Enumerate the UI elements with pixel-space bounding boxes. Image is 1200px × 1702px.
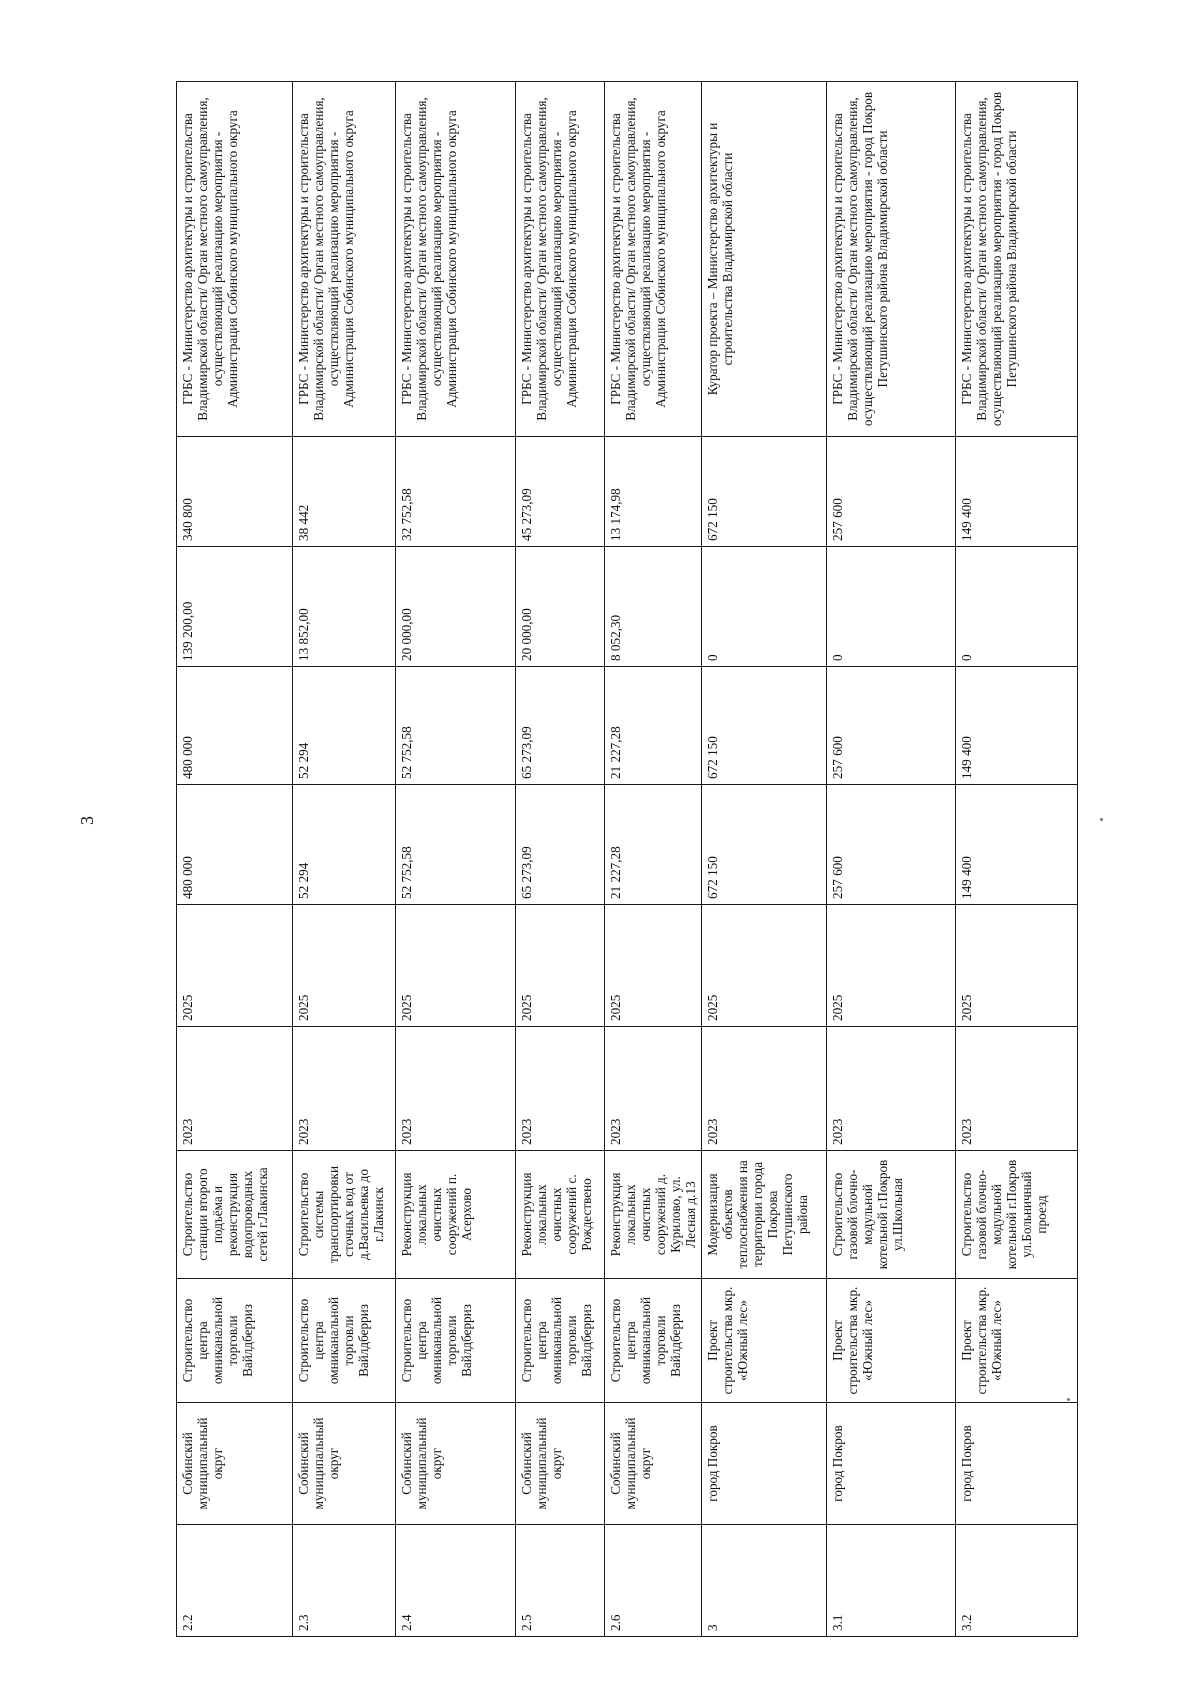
amount-total-2-cell: 21 227,28 (605, 667, 702, 785)
table-row (956, 82, 1078, 1637)
end-year-cell: 2025 (827, 905, 956, 1027)
responsible-cell: ГРБС - Министерство архитектуры и строительства Владимирской области/ Орган местного самоуправления, осуществляющий реализацию мероприятия - город Покров Петушинского района Владимирской области (956, 82, 1078, 437)
amount-part-1-cell: 0 (827, 547, 956, 667)
table-row (702, 82, 827, 1637)
event-cell: Модернизация объектов теплоснабжения на территории города Покрова Петушинского района (702, 1151, 827, 1279)
amount-part-2-cell: 13 174,98 (605, 437, 702, 547)
territory-cell: город Покров (956, 1403, 1078, 1525)
table-row (827, 82, 956, 1637)
responsible-cell: ГРБС - Министерство архитектуры и строительства Владимирской области/ Орган местного самоуправления, осуществляющий реализацию мероприятия - Администрация Собинского муниципального округа (177, 82, 293, 437)
amount-part-1-cell: 20 000,00 (396, 547, 516, 667)
amount-part-1-cell: 0 (956, 547, 1078, 667)
project-cell: Строительство центра омниканальной торговли Вайлдберриз (516, 1279, 605, 1403)
amount-total-2-cell: 52 294 (293, 667, 396, 785)
projects-table (176, 81, 1078, 1637)
event-cell: Реконструкция локальных очистных сооружений д. Курилово, ул. Лесная д.13 (605, 1151, 702, 1279)
amount-total-cell: 52 752,58 (396, 785, 516, 905)
start-year-cell: 2023 (605, 1027, 702, 1151)
responsible-cell: ГРБС - Министерство архитектуры и строительства Владимирской области/ Орган местного самоуправления, осуществляющий реализацию мероприятия - город Покров Петушинского района Владимирской области (827, 82, 956, 437)
event-cell: Реконструкция локальных очистных сооружений с. Рождествено (516, 1151, 605, 1279)
territory-cell: Собинский муниципальный округ (293, 1403, 396, 1525)
responsible-cell: ГРБС - Министерство архитектуры и строительства Владимирской области/ Орган местного самоуправления, осуществляющий реализацию мероприятия - Администрация Собинского муниципального округа (396, 82, 516, 437)
end-year-cell: 2025 (177, 905, 293, 1027)
amount-part-2-cell: 38 442 (293, 437, 396, 547)
event-cell: Строительство газовой блочно-модульной котельной г.Покров ул.Школьная (827, 1151, 956, 1279)
event-cell: Реконструкция локальных очистных сооружений п. Асерхово (396, 1151, 516, 1279)
amount-total-cell: 149 400 (956, 785, 1078, 905)
amount-part-2-cell: 32 752,58 (396, 437, 516, 547)
amount-total-2-cell: 65 273,09 (516, 667, 605, 785)
amount-total-2-cell: 480 000 (177, 667, 293, 785)
row-number: 3.2 (956, 1525, 1078, 1637)
table-row (396, 82, 516, 1637)
territory-cell: Собинский муниципальный округ (396, 1403, 516, 1525)
territory-cell: Собинский муниципальный округ (605, 1403, 702, 1525)
project-cell: Проект строительства мкр. «Южный лес» (827, 1279, 956, 1403)
amount-total-cell: 52 294 (293, 785, 396, 905)
row-number: 2.6 (605, 1525, 702, 1637)
amount-total-cell: 672 150 (702, 785, 827, 905)
start-year-cell: 2023 (396, 1027, 516, 1151)
amount-total-cell: 257 600 (827, 785, 956, 905)
amount-part-2-cell: 149 400 (956, 437, 1078, 547)
table-row (605, 82, 702, 1637)
responsible-cell: ГРБС - Министерство архитектуры и строительства Владимирской области/ Орган местного самоуправления, осуществляющий реализацию мероприятия - Администрация Собинского муниципального округа (516, 82, 605, 437)
amount-total-2-cell: 52 752,58 (396, 667, 516, 785)
start-year-cell: 2023 (177, 1027, 293, 1151)
start-year-cell: 2023 (293, 1027, 396, 1151)
table-row (177, 82, 293, 1637)
start-year-cell: 2023 (516, 1027, 605, 1151)
amount-total-cell: 21 227,28 (605, 785, 702, 905)
project-cell: Проект строительства мкр. «Южный лес» (702, 1279, 827, 1403)
project-cell: Строительство центра омниканальной торговли Вайлдберриз (605, 1279, 702, 1403)
amount-part-2-cell: 45 273,09 (516, 437, 605, 547)
amount-total-2-cell: 257 600 (827, 667, 956, 785)
start-year-cell: 2023 (956, 1027, 1078, 1151)
start-year-cell: 2023 (827, 1027, 956, 1151)
row-number: 2.2 (177, 1525, 293, 1637)
row-number: 2.4 (396, 1525, 516, 1637)
end-year-cell: 2025 (293, 905, 396, 1027)
row-number: 2.3 (293, 1525, 396, 1637)
amount-part-1-cell: 13 852,00 (293, 547, 396, 667)
amount-part-1-cell: 20 000,00 (516, 547, 605, 667)
row-number: 3.1 (827, 1525, 956, 1637)
amount-part-1-cell: 8 052,30 (605, 547, 702, 667)
amount-part-1-cell: 139 200,00 (177, 547, 293, 667)
project-cell: Строительство центра омниканальной торговли Вайлдберриз (396, 1279, 516, 1403)
responsible-cell: ГРБС - Министерство архитектуры и строительства Владимирской области/ Орган местного самоуправления, осуществляющий реализацию мероприятия - Администрация Собинского муниципального округа (293, 82, 396, 437)
event-cell: Строительство газовой блочно-модульной котельной г.Покров ул.Больничный проезд (956, 1151, 1078, 1279)
end-year-cell: 2025 (605, 905, 702, 1027)
amount-part-2-cell: 672 150 (702, 437, 827, 547)
start-year-cell: 2023 (702, 1027, 827, 1151)
territory-cell: город Покров (827, 1403, 956, 1525)
responsible-cell: ГРБС - Министерство архитектуры и строительства Владимирской области/ Орган местного самоуправления, осуществляющий реализацию мероприятия - Администрация Собинского муниципального округа (605, 82, 702, 437)
row-number: 3 (702, 1525, 827, 1637)
project-cell: Проект строительства мкр. «Южный лес» (956, 1279, 1078, 1403)
end-year-cell: 2025 (516, 905, 605, 1027)
rotated-table-wrapper (176, 82, 1066, 1637)
event-cell: Строительство системы транспортировки сточных вод от д.Васильевка до г.Лакинск (293, 1151, 396, 1279)
end-year-cell: 2025 (396, 905, 516, 1027)
table-row (293, 82, 396, 1637)
territory-cell: город Покров (702, 1403, 827, 1525)
end-year-cell: 2025 (956, 905, 1078, 1027)
amount-total-2-cell: 672 150 (702, 667, 827, 785)
amount-total-2-cell: 149 400 (956, 667, 1078, 785)
page-number: 3 (77, 816, 97, 825)
event-cell: Строительство станции второго подъёма и реконструкция водопроводных сетей г.Лакинска (177, 1151, 293, 1279)
end-year-cell: 2025 (702, 905, 827, 1027)
scan-speck (1100, 818, 1103, 821)
amount-part-1-cell: 0 (702, 547, 827, 667)
row-number: 2.5 (516, 1525, 605, 1637)
amount-part-2-cell: 340 800 (177, 437, 293, 547)
territory-cell: Собинский муниципальный округ (177, 1403, 293, 1525)
amount-part-2-cell: 257 600 (827, 437, 956, 547)
project-cell: Строительство центра омниканальной торговли Вайлдберриз (177, 1279, 293, 1403)
responsible-cell: Куратор проекта – Министерство архитектуры и строительства Владимирской области (702, 82, 827, 437)
amount-total-cell: 480 000 (177, 785, 293, 905)
amount-total-cell: 65 273,09 (516, 785, 605, 905)
table-row (516, 82, 605, 1637)
territory-cell: Собинский муниципальный округ (516, 1403, 605, 1525)
project-cell: Строительство центра омниканальной торговли Вайлдберриз (293, 1279, 396, 1403)
